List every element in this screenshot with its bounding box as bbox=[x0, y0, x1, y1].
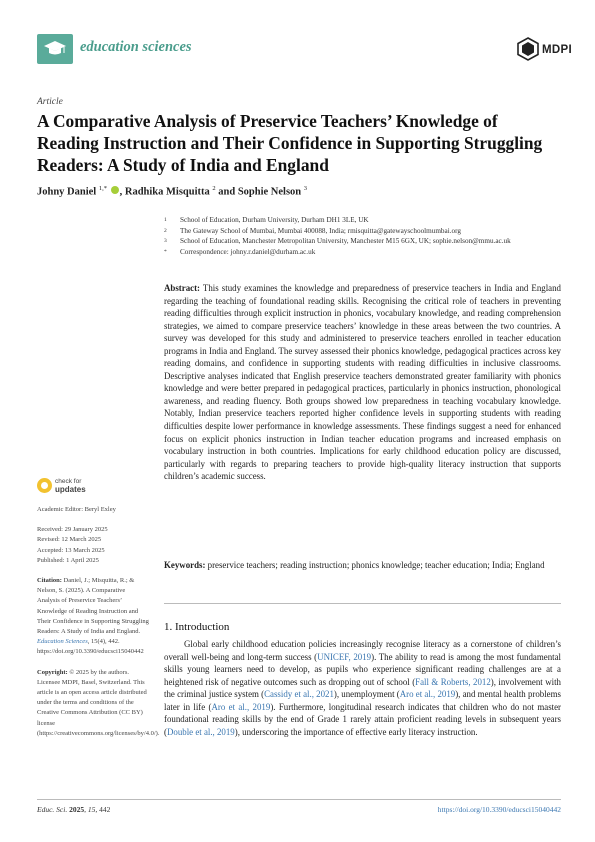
citation-link[interactable]: UNICEF, 2019 bbox=[317, 651, 372, 662]
license-link[interactable]: (https://creativecommons.org/licenses/by/4.0/). bbox=[37, 729, 160, 737]
author-affiliation-mark: 1,* bbox=[98, 185, 107, 192]
footer-doi-link[interactable]: https://doi.org/10.3390/educsci15040442 bbox=[437, 805, 561, 814]
footer-citation: Educ. Sci. 2025, 15, 442 bbox=[37, 805, 111, 814]
revised-date: Revised: 12 March 2025 bbox=[37, 536, 102, 544]
check-updates-line2: updates bbox=[55, 485, 86, 494]
affiliation-item bbox=[164, 226, 564, 237]
affiliation-item bbox=[164, 247, 564, 258]
text-run: ), underscoring the importance of effective early literacy instruction. bbox=[234, 726, 478, 737]
keywords-text: preservice teachers; reading instruction; phonics knowledge; teacher education; India; England bbox=[207, 560, 545, 570]
text-run: ). Furthermore, longitudinal research indicates that children who do not master foundational reading skills by the end of Grade 1 rarely attain proficient reading levels in subsequent years ( bbox=[164, 701, 562, 737]
abstract-label: Abstract: bbox=[164, 283, 200, 293]
affiliation-text: School of Education, Durham University, Durham DH1 3LE, UK bbox=[180, 216, 369, 224]
citation-block bbox=[37, 576, 149, 658]
keywords bbox=[164, 559, 561, 572]
graduation-cap-icon bbox=[43, 39, 67, 59]
affiliation-item bbox=[164, 236, 564, 247]
received-date: Received: 29 January 2025 bbox=[37, 526, 108, 534]
section-heading: 1. Introduction bbox=[164, 621, 230, 633]
accepted-date: Accepted: 13 March 2025 bbox=[37, 546, 105, 554]
author-name[interactable]: Johny Daniel bbox=[37, 186, 97, 198]
author-affiliation-mark: 2 bbox=[212, 185, 216, 192]
text-run: ), and mental health problems later in life ( bbox=[164, 689, 561, 712]
text-run: ). The ability to read is among the most fundamental skills young learners need to develop, as pupils who experience significant reading challenges are at a heightened risk of negative outcomes such as dropping out of school ( bbox=[164, 651, 562, 687]
citation-link[interactable]: Aro et al., 2019 bbox=[399, 689, 456, 700]
abstract-text: This study examines the knowledge and preparedness of preservice teachers in India and England regarding the teaching of foundational reading skills. Recognising the critical role of teachers in preventing reading difficulties through explicit instruction in phonics, vocabulary knowledge, and reading comprehension strategies, we aimed to compare preservice teachers’ knowledge in these areas between the two countries. A survey was developed for this study and administered to preservice teachers enrolled in teacher education programs in India and England. The survey assessed their phonics knowledge, pedagogical practices across key reading domains, and confidence in supporting students with reading difficulties in inclusive classrooms. Descriptive analyses indicated that English preservice teachers demonstrated greater familiarity with phonics knowledge and were better prepared in pedagogical practices, particularly in phonics instruction, phonological awareness, and reading fluency. Both groups showed low preparedness in teaching vocabulary knowledge. Notably, Indian preservice teachers reported higher confidence levels in supporting students with reading difficulties despite lower performance in knowledge assessments. These findings suggest a need for enhanced focus on explicit phonics instruction in Indian teacher education programs and increased emphasis on vocabulary instruction in both countries. Implications for early childhood education policy are discussed, particularly with regards to preparing teachers to provide high-quality literacy instruction that supports children’s academic success. bbox=[164, 283, 561, 482]
citation-link[interactable]: Double et al., 2019 bbox=[166, 726, 235, 737]
affiliation-item bbox=[164, 215, 564, 226]
copyright-label: Copyright: bbox=[37, 668, 68, 676]
citation-text: Daniel, J.; Misquitta, R.; & Nelson, S. (2025). A Comparative Analysis of Preservice Teachers’ Knowledge of Reading Instruction and Their Confidence in Supporting Struggling Readers: A Study of India and England. bbox=[37, 577, 149, 636]
citation-link[interactable]: Aro et al., 2019 bbox=[211, 701, 271, 712]
copyright-text: © 2025 by the authors. Licensee MDPI, Basel, Switzerland. This article is an open access article distributed under the terms and conditions of the Creative Commons Attribution (CC BY) license bbox=[37, 668, 147, 727]
publisher-name: MDPI bbox=[542, 44, 572, 56]
keywords-label: Keywords: bbox=[164, 560, 206, 570]
text-run: Global early childhood education policies increasingly recognise literacy as a cornerstone of children’s overall well-being and long-term success ( bbox=[164, 639, 561, 662]
check-updates-icon bbox=[37, 478, 52, 493]
affiliation-text: The Gateway School of Mumbai, Mumbai 400088, India; rmisquitta@gatewayschoolmumbai.org bbox=[180, 226, 461, 235]
text-run: ), unemployment ( bbox=[333, 689, 400, 700]
academic-editor: Academic Editor: Beryl Exley bbox=[37, 506, 116, 513]
author-separator: and bbox=[215, 186, 238, 198]
sidebar-metadata bbox=[37, 505, 160, 739]
footer-volume: 15 bbox=[87, 805, 96, 814]
affiliation-mark: * bbox=[164, 248, 167, 255]
footer-rule bbox=[37, 799, 561, 800]
affiliation-text: School of Education, Manchester Metropolitan University, Manchester M15 6GX, UK; sophie.nelson@mmu.ac.uk bbox=[180, 237, 511, 246]
article-type: Article bbox=[37, 97, 63, 107]
published-date: Published: 1 April 2025 bbox=[37, 556, 99, 564]
author-name[interactable]: Radhika Misquitta bbox=[124, 186, 210, 198]
citation-doi-link[interactable]: https://doi.org/10.3390/educsci15040442 bbox=[37, 648, 144, 656]
author-list bbox=[37, 185, 307, 198]
abstract bbox=[164, 282, 561, 483]
affiliation-mark: 2 bbox=[164, 227, 167, 234]
mdpi-logo-icon bbox=[516, 37, 540, 61]
affiliation-mark: 3 bbox=[164, 238, 167, 245]
footer-journal-abbr: Educ. Sci. bbox=[37, 805, 68, 814]
citation-journal[interactable]: Education Sciences bbox=[37, 638, 88, 646]
journal-logo bbox=[37, 34, 73, 64]
article-title: A Comparative Analysis of Preservice Teachers’ Knowledge of Reading Instruction and Their Confidence in Supporting Struggling Readers: A Study of India and England bbox=[37, 111, 543, 175]
footer-article-number: 442 bbox=[99, 805, 111, 814]
citation-link[interactable]: Fall & Roberts, 2012 bbox=[415, 676, 491, 687]
orcid-icon[interactable] bbox=[111, 186, 119, 194]
section-divider bbox=[164, 603, 561, 604]
citation-link[interactable]: Cassidy et al., 2021 bbox=[264, 689, 334, 700]
text-run: ), involvement with the criminal justice system ( bbox=[164, 676, 561, 700]
citation-tail: , 15(4), 442. bbox=[87, 638, 120, 646]
intro-paragraph bbox=[164, 638, 561, 738]
affiliation-mark: 1 bbox=[164, 217, 167, 223]
author-affiliation-mark: 3 bbox=[303, 185, 308, 192]
copyright-block bbox=[37, 668, 160, 739]
author-separator: , bbox=[119, 186, 125, 198]
journal-name: education sciences bbox=[80, 39, 192, 55]
affiliations bbox=[164, 215, 564, 257]
footer-year: 2025 bbox=[69, 805, 85, 814]
author-name[interactable]: Sophie Nelson bbox=[237, 186, 302, 198]
check-updates-line1: check for bbox=[55, 478, 82, 485]
citation-label: Citation: bbox=[37, 577, 62, 585]
affiliation-text: Correspondence: johny.r.daniel@durham.ac.uk bbox=[180, 247, 316, 256]
